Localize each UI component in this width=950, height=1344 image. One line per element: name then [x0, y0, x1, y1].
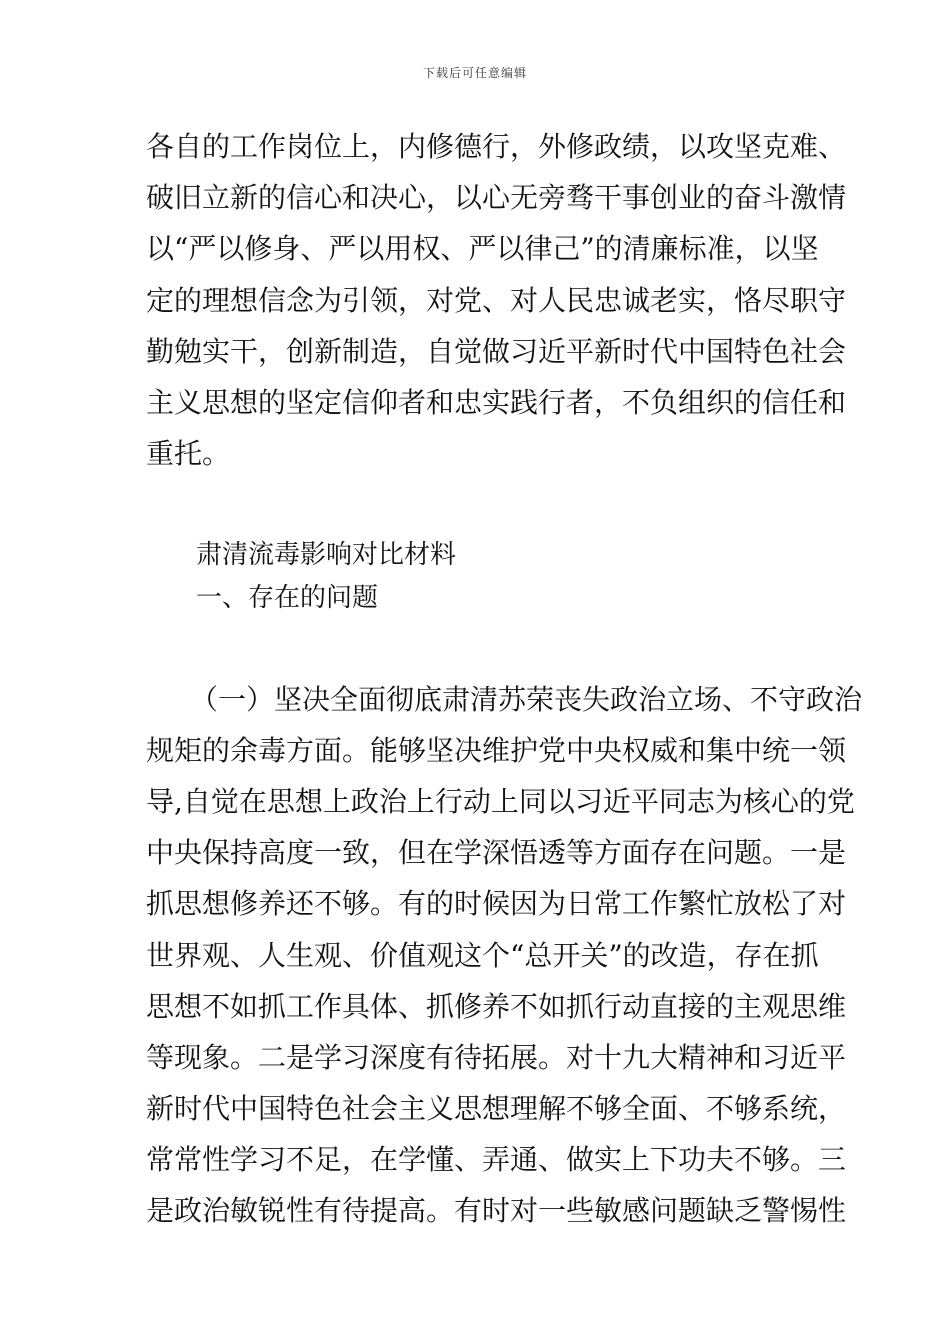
section-heading: 一、存在的问题 — [196, 583, 379, 613]
document-title: 肃清流毒影响对比材料 — [196, 540, 457, 570]
paragraph-line: 是政治敏锐性有待提高。有时对一些敏感问题缺乏警惕性 — [146, 1194, 847, 1227]
paragraph-line: 勤勉实干，创新制造，自觉做习近平新时代中国特色社会 — [146, 335, 847, 368]
paragraph-line: 定的理想信念为引领，对党、对人民忠诚老实，恪尽职守 — [146, 284, 847, 317]
paragraph-line: 新时代中国特色社会主义思想理解不够全面、不够系统， — [146, 1092, 847, 1125]
paragraph-line: 常常性学习不足，在学懂、弄通、做实上下功夫不够。三 — [146, 1143, 847, 1176]
paragraph-line: 中央保持高度一致，但在学深悟透等方面存在问题。一是 — [146, 836, 847, 869]
paragraph-line: 导,自觉在思想上政治上行动上同以习近平同志为核心的党 — [146, 785, 855, 818]
paragraph-line: 重托。 — [146, 437, 231, 470]
paragraph-line: 各自的工作岗位上，内修德行，外修政绩，以攻坚克难、 — [146, 130, 847, 163]
page-header: 下载后可任意编辑 — [422, 66, 527, 80]
paragraph-line: 等现象。二是学习深度有待拓展。对十九大精神和习近平 — [146, 1041, 847, 1074]
paragraph-line: 规矩的余毒方面。能够坚决维护党中央权威和集中统一领 — [146, 734, 847, 767]
paragraph-line: 思想不如抓工作具体、抓修养不如抓行动直接的主观思维 — [146, 990, 847, 1023]
paragraph-line: 以“严以修身、严以用权、严以律己”的清廉标准，以坚 — [146, 232, 819, 265]
paragraph-line: 破旧立新的信心和决心，以心无旁骛干事创业的奋斗激情 — [146, 181, 847, 214]
paragraph-line: 主义思想的坚定信仰者和忠实践行者，不负组织的信任和 — [146, 386, 847, 419]
paragraph-line: （一）坚决全面彻底肃清苏荣丧失政治立场、不守政治 — [190, 683, 863, 716]
paragraph-line: 世界观、人生观、价值观这个“总开关”的改造，存在抓 — [146, 939, 819, 972]
paragraph-line: 抓思想修养还不够。有的时候因为日常工作繁忙放松了对 — [146, 887, 847, 920]
